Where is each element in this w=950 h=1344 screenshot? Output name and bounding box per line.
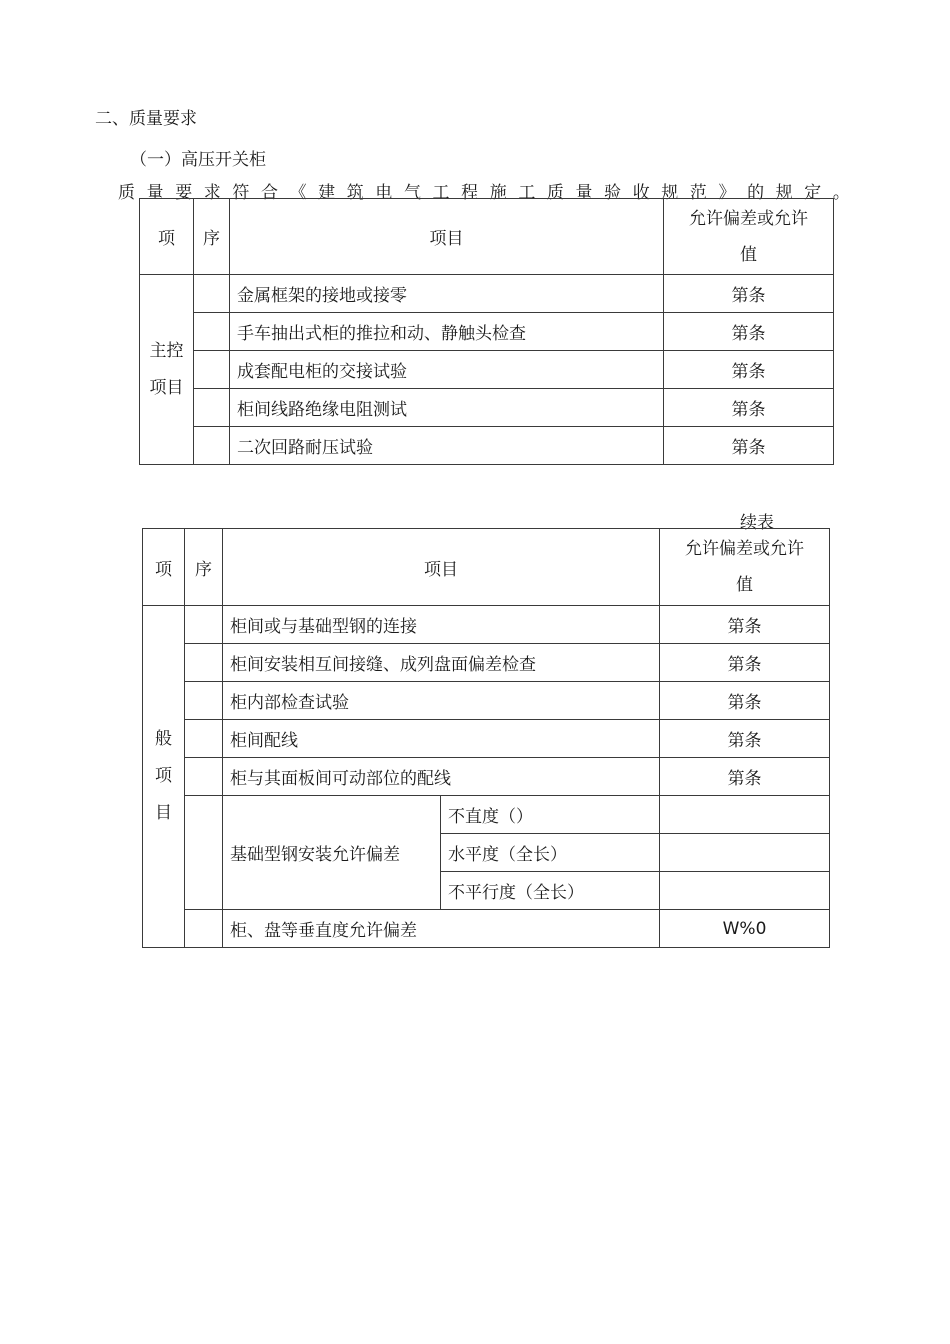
value-cell (660, 796, 830, 834)
sub-item-cell: 水平度（全长） (441, 834, 660, 872)
value-cell: W%0 (660, 910, 830, 948)
intro-char: 建 (318, 183, 336, 203)
item-cell: 柜内部检查试验 (223, 682, 660, 720)
table-row (140, 313, 834, 351)
seq-cell (185, 644, 223, 682)
intro-char: 规 (775, 183, 793, 203)
seq-cell (194, 275, 230, 313)
intro-char: 量 (146, 183, 164, 203)
item-cell: 柜间安装相互间接缝、成列盘面偏差检查 (223, 644, 660, 682)
header-seq: 序 (185, 529, 223, 606)
quality-table-main-control (139, 198, 834, 465)
table-row (143, 682, 830, 720)
intro-char: 规 (661, 183, 679, 203)
intro-char: 》 (718, 183, 736, 203)
seq-cell (194, 351, 230, 389)
header-seq: 序 (194, 199, 230, 275)
value-cell: 第条 (664, 275, 834, 313)
seq-cell (194, 389, 230, 427)
item-cell: 柜间线路绝缘电阻测试 (230, 389, 664, 427)
item-cell: 柜间或与基础型钢的连接 (223, 606, 660, 644)
header-tolerance-line2: 值 (740, 244, 757, 265)
section-title: 二、质量要求 (95, 109, 197, 129)
intro-char: 的 (747, 183, 765, 203)
sub-item-cell: 不平行度（全长） (441, 872, 660, 910)
intro-char: 。 (832, 183, 850, 203)
value-cell (660, 872, 830, 910)
intro-char: 验 (604, 183, 622, 203)
header-item: 项目 (230, 199, 664, 275)
group-label-main-control: 主控 项目 (140, 275, 194, 465)
seq-cell (194, 427, 230, 465)
intro-char: 合 (260, 183, 278, 203)
seq-cell (185, 910, 223, 948)
value-cell: 第条 (664, 427, 834, 465)
intro-char: 质 (118, 183, 135, 203)
item-cell: 柜、盘等垂直度允许偏差 (223, 910, 660, 948)
intro-char: 电 (375, 183, 393, 203)
item-cell: 柜间配线 (223, 720, 660, 758)
header-tolerance-line1: 允许偏差或允许 (689, 208, 808, 229)
seq-cell (185, 606, 223, 644)
value-cell: 第条 (664, 389, 834, 427)
table-row (143, 606, 830, 644)
seq-cell (185, 796, 223, 910)
intro-char: 施 (489, 183, 507, 203)
intro-char: 符 (232, 183, 250, 203)
intro-char: 范 (689, 183, 707, 203)
intro-char: 工 (518, 183, 536, 203)
intro-char: 求 (203, 183, 221, 203)
table-header-row (140, 199, 834, 275)
table-row (140, 427, 834, 465)
value-cell (660, 834, 830, 872)
table-row (143, 796, 830, 834)
seq-cell (185, 682, 223, 720)
table-row (140, 275, 834, 313)
table-row (143, 758, 830, 796)
item-cell: 柜与其面板间可动部位的配线 (223, 758, 660, 796)
intro-char: 要 (175, 183, 193, 203)
intro-char: 程 (461, 183, 479, 203)
table-row (143, 644, 830, 682)
item-cell: 金属框架的接地或接零 (230, 275, 664, 313)
quality-table-general (142, 528, 830, 948)
intro-char: 气 (403, 183, 421, 203)
foundation-item-cell: 基础型钢安装允许偏差 (223, 796, 441, 910)
header-category: 项 (140, 199, 194, 275)
header-tolerance-line2: 值 (736, 575, 753, 595)
header-category: 项 (143, 529, 185, 606)
header-item: 项目 (223, 529, 660, 606)
seq-cell (185, 720, 223, 758)
header-tolerance-line1: 允许偏差或允许 (685, 539, 804, 559)
intro-char: 定 (804, 183, 822, 203)
table-row (143, 910, 830, 948)
item-cell: 二次回路耐压试验 (230, 427, 664, 465)
sub-item-cell: 不直度（） (441, 796, 660, 834)
value-cell: 第条 (660, 720, 830, 758)
header-tolerance (664, 199, 834, 275)
value-cell: 第条 (660, 682, 830, 720)
value-cell: 第条 (660, 644, 830, 682)
value-cell: 第条 (664, 313, 834, 351)
seq-cell (194, 313, 230, 351)
intro-char: 筑 (346, 183, 364, 203)
value-cell: 第条 (664, 351, 834, 389)
header-tolerance (660, 529, 830, 606)
value-cell: 第条 (660, 758, 830, 796)
item-cell: 手车抽出式柜的推拉和动、静触头检查 (230, 313, 664, 351)
intro-char: 收 (632, 183, 650, 203)
subsection-title: （一）高压开关柜 (130, 150, 266, 170)
table-row (143, 720, 830, 758)
table-row (140, 389, 834, 427)
table-header-row (143, 529, 830, 606)
intro-char: 质 (546, 183, 564, 203)
group-label-general: 般 项 目 (143, 606, 185, 948)
value-cell: 第条 (660, 606, 830, 644)
intro-char: 工 (432, 183, 450, 203)
item-cell: 成套配电柜的交接试验 (230, 351, 664, 389)
continuation-label: 续表 (740, 513, 774, 533)
seq-cell (185, 758, 223, 796)
table-row (140, 351, 834, 389)
intro-char: 《 (289, 183, 307, 203)
intro-char: 量 (575, 183, 593, 203)
